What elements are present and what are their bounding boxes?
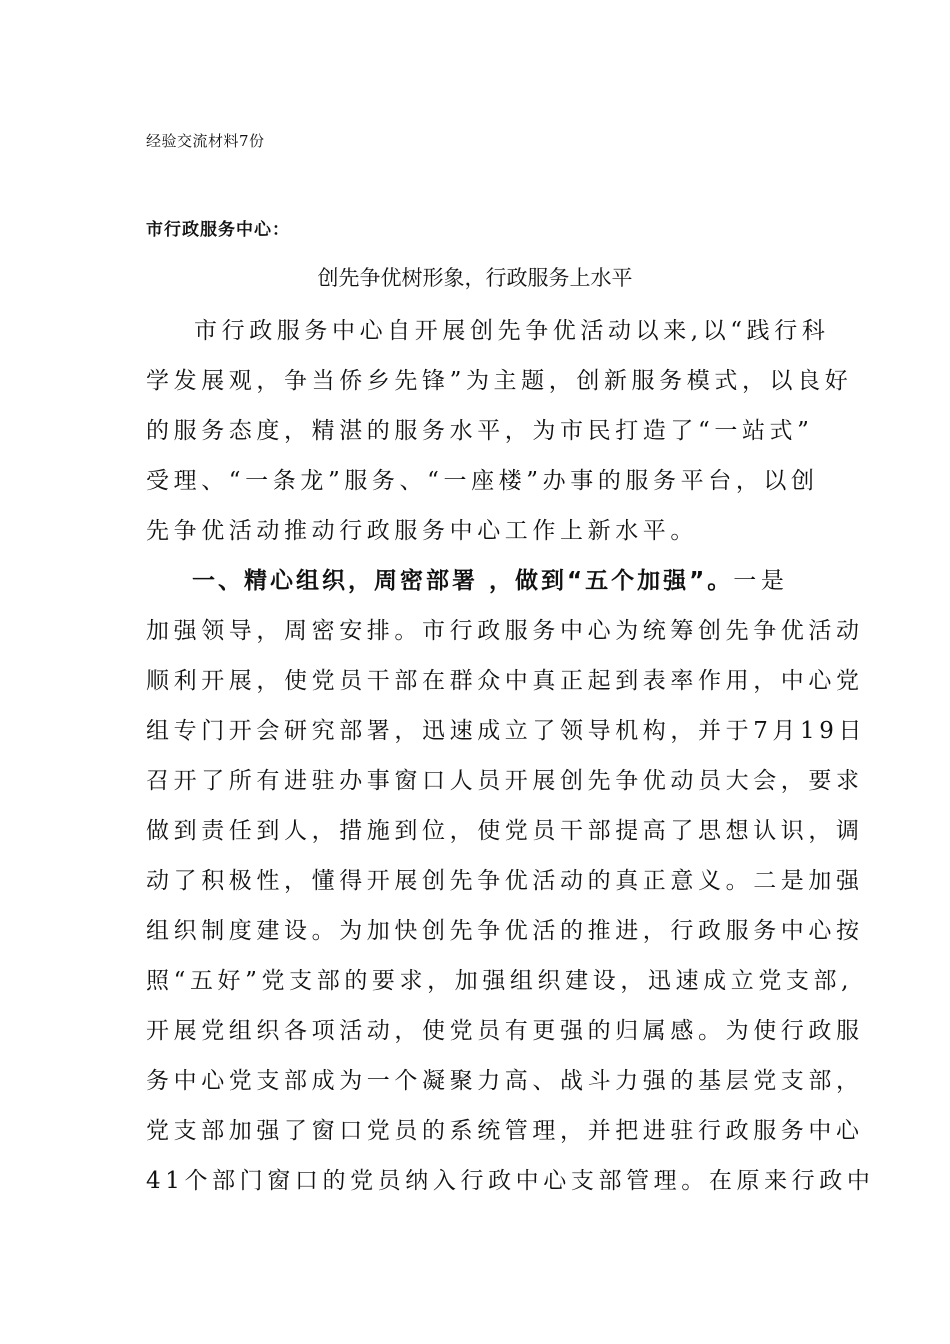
paragraph-line: 市行政服务中心自开展创先争优活动以来,以“践行科 — [194, 318, 830, 344]
paragraph-line: 顺利开展，使党员干部在群众中真正起到表率作用，中心党 — [146, 668, 864, 694]
section-heading-tail: 一是 — [733, 568, 789, 594]
section-heading-line — [192, 562, 788, 595]
paragraph-line: 召开了所有进驻办事窗口人员开展创先争优动员大会，要求 — [146, 768, 864, 794]
document-note: 经验交流材料7份 — [146, 132, 265, 150]
paragraph-line: 照“五好”党支部的要求，加强组织建设，迅速成立党支部, — [146, 968, 854, 994]
paragraph-line: 党支部加强了窗口党员的系统管理，并把进驻行政服务中心 — [146, 1118, 864, 1144]
organization-label: 市行政服务中心： — [146, 220, 290, 240]
paragraph-line: 加强领导，周密安排。市行政服务中心为统筹创先争优活动 — [146, 618, 864, 644]
paragraph-line: 组专门开会研究部署，迅速成立了领导机构，并于7月19日 — [146, 718, 867, 744]
paragraph-line: 41个部门窗口的党员纳入行政中心支部管理。在原来行政中 — [146, 1168, 875, 1194]
article-title: 创先争优树形象，行政服务上水平 — [317, 266, 633, 290]
section-heading: 一、精心组织，周密部署 ，做到“五个加强”。 — [192, 568, 734, 594]
paragraph-line: 开展党组织各项活动，使党员有更强的归属感。为使行政服 — [146, 1018, 864, 1044]
paragraph-line: 做到责任到人，措施到位，使党员干部提高了思想认识，调 — [146, 818, 864, 844]
paragraph-line: 组织制度建设。为加快创先争优活的推进，行政服务中心按 — [146, 918, 864, 944]
paragraph-line: 受理、“一条龙”服务、“一座楼”办事的服务平台，以创 — [146, 468, 819, 494]
paragraph-line: 先争优活动推动行政服务中心工作上新水平。 — [146, 518, 698, 544]
paragraph-line: 动了积极性，懂得开展创先争优活动的真正意义。二是加强 — [146, 868, 864, 894]
paragraph-line: 的服务态度，精湛的服务水平，为市民打造了“一站式” — [146, 418, 814, 444]
paragraph-line: 学发展观，争当侨乡先锋”为主题，创新服务模式，以良好 — [146, 368, 853, 394]
paragraph-line: 务中心党支部成为一个凝聚力高、战斗力强的基层党支部， — [146, 1068, 864, 1094]
